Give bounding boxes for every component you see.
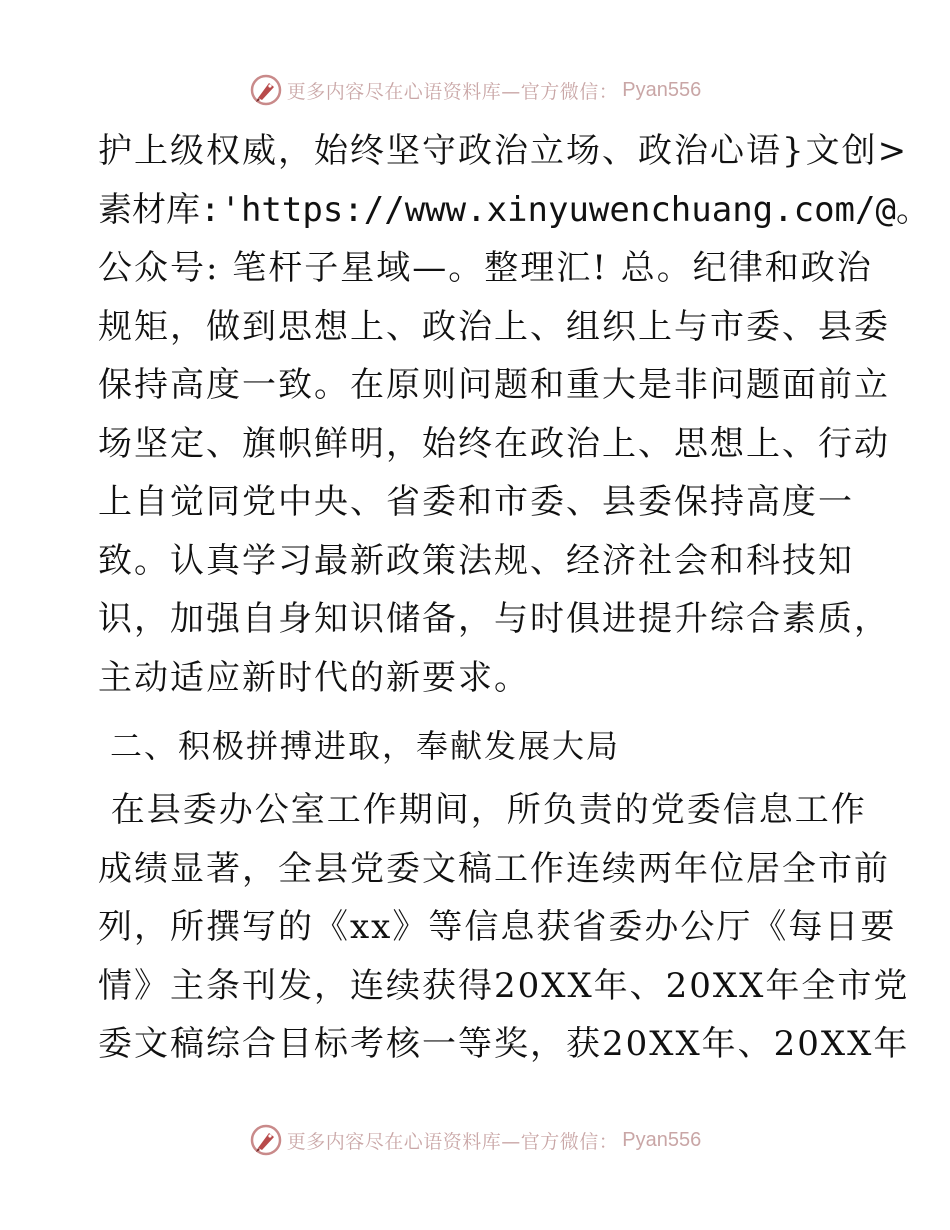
text-line: 成绩显著，全县党委文稿工作连续两年位居全市前 [98, 848, 890, 889]
paragraph-2 [98, 781, 910, 1074]
text-line: 上自觉同党中央、省委和市委、县委保持高度一 [98, 482, 854, 522]
wechat-id: Pyan556 [622, 78, 702, 101]
text-line: 在县委办公室工作期间，所负责的党委信息工作 [98, 790, 867, 830]
section-heading: 二、积极拼搏进取，奉献发展大局 [110, 727, 621, 765]
text-line: 委文稿综合目标考核一等奖，获20XX年、20XX年 [98, 1024, 910, 1064]
banner-text: 更多内容尽在心语资料库—官方微信： [286, 80, 619, 103]
text-line: 列，所撰写的《xx》等信息获省委办公厅《每日要 [98, 907, 897, 947]
text-line-url: 素材库:'https://www.xinyuwenchuang.com/@。 [98, 189, 930, 230]
header-banner [0, 70, 950, 110]
text-line: 识，加强自身知识储备，与时俱进提升综合素质， [98, 599, 890, 639]
text-line: 场坚定、旗帜鲜明，始终在政治上、思想上、行动 [98, 423, 890, 464]
document-body [98, 122, 930, 1074]
footer-banner [0, 1120, 950, 1160]
banner-text: 更多内容尽在心语资料库—官方微信： [286, 1130, 619, 1153]
pen-nib-logo-icon [249, 73, 283, 107]
text-line: 保持高度一致。在原则问题和重大是非问题面前立 [98, 365, 890, 405]
text-line: 主动适应新时代的新要求。 [98, 657, 530, 698]
pen-nib-logo-icon [249, 1123, 283, 1157]
text-line: 公众号: 笔杆子星域—。整理汇! 总。纪律和政治 [98, 248, 873, 288]
text-line: 护上级权威，始终坚守政治立场、政治心语}文创> [98, 131, 909, 171]
paragraph-1 [98, 122, 930, 707]
text-line: 情》主条刊发，连续获得20XX年、20XX年全市党 [98, 965, 910, 1006]
text-line: 规矩，做到思想上、政治上、组织上与市委、县委 [98, 306, 890, 347]
wechat-id: Pyan556 [622, 1128, 702, 1151]
text-line: 致。认真学习最新政策法规、经济社会和科技知 [98, 540, 854, 581]
